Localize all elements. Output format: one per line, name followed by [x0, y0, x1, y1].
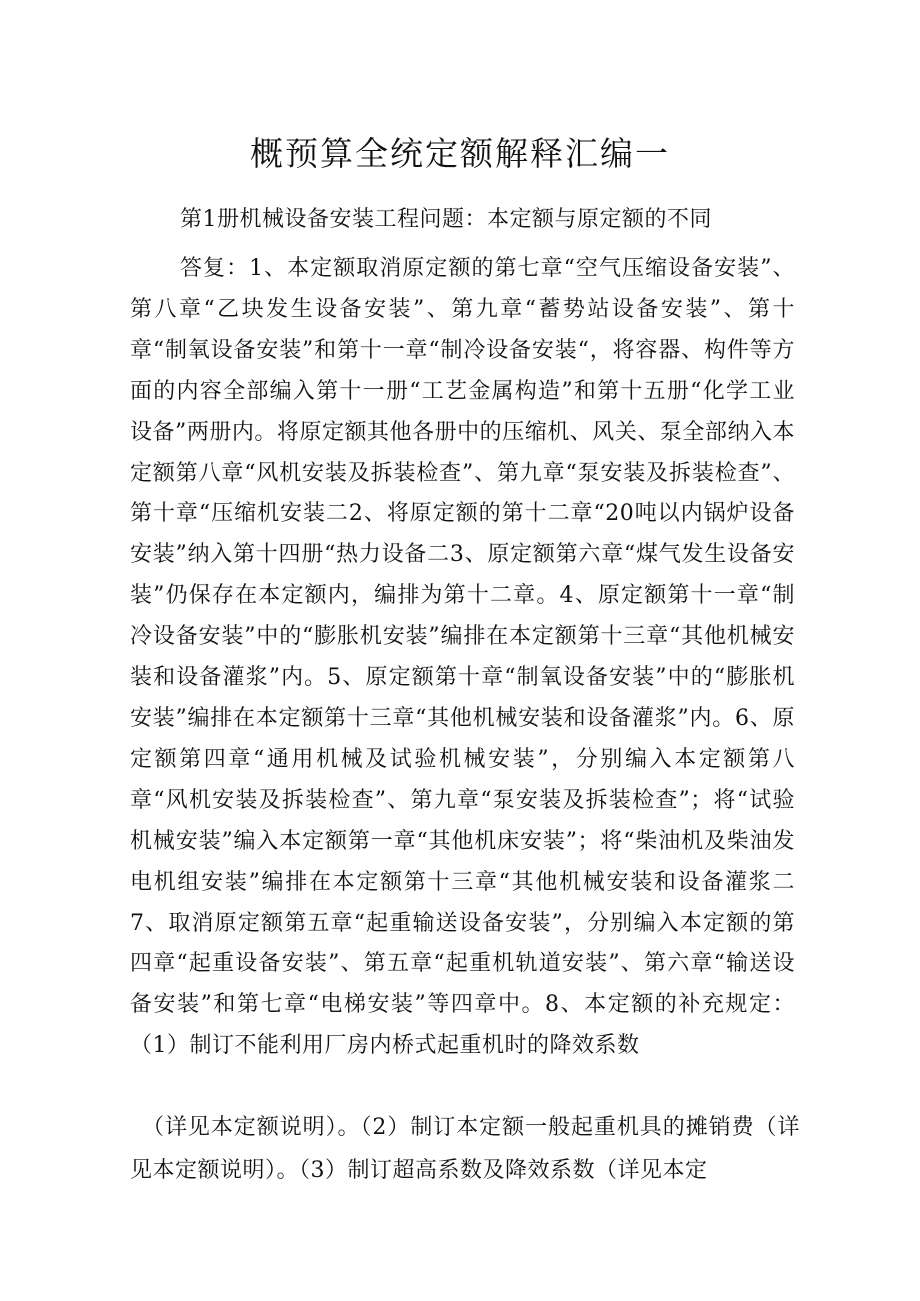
continuation-paragraph: （详见本定额说明）。（2）制订本定额一般起重机具的摊销费（详见本定额说明）。（3）制订超高系数及降效系数（详见本定	[130, 1115, 800, 1183]
question-paragraph: 第1册机械设备安装工程问题：本定额与原定额的不同	[180, 207, 712, 232]
document-title: 概预算全统定额解释汇编一	[250, 134, 670, 173]
answer-paragraph: 答复：1、本定额取消原定额的第七章“空气压缩设备安装”、第八章“乙块发生设备安装”、第九章“蓄势站设备安装”、第十章“制氧设备安装”和第十一章“制冷设备安装“，将容器、构件等方面的内容全部编入第十一册“工艺金属构造”和第十五册“化学工业设备”两册内。将原定额其他各册中的压缩机、风关、泵全部纳入本定额第八章“风机安装及拆装检查”、第九章“泵安装及拆装检查”、第十章“压缩机安装二2、将原定额的第十二章“20吨以内锅炉设备安装”纳入第十四册“热力设备二3、原定额第六章“煤气发生设备安装”仍保存在本定额内，编排为第十二章。4、原定额第十一章“制冷设备安装”中的“膨胀机安装”编排在本定额第十三章“其他机械安装和设备灌浆”内。5、原定额第十章“制氧设备安装”中的“膨胀机安装”编排在本定额第十三章“其他机械安装和设备灌浆”内。6、原定额第四章“通用机械及试验机械安装”，分别编入本定额第八章“风机安装及拆装检查”、第九章“泵安装及拆装检查”；将“试验机械安装”编入本定额第一章“其他机床安装”；将“柴油机及柴油发电机组安装”编排在本定额第十三章“其他机械安装和设备灌浆二7、取消原定额第五章“起重输送设备安装”，分别编入本定额的第四章“起重设备安装”、第五章“起重机轨道安装”、第六章“输送设备安装”和第七章“电梯安装”等四章中。8、本定额的补充规定：（1）制订不能利用厂房内桥式起重机时的降效系数	[130, 256, 795, 1059]
